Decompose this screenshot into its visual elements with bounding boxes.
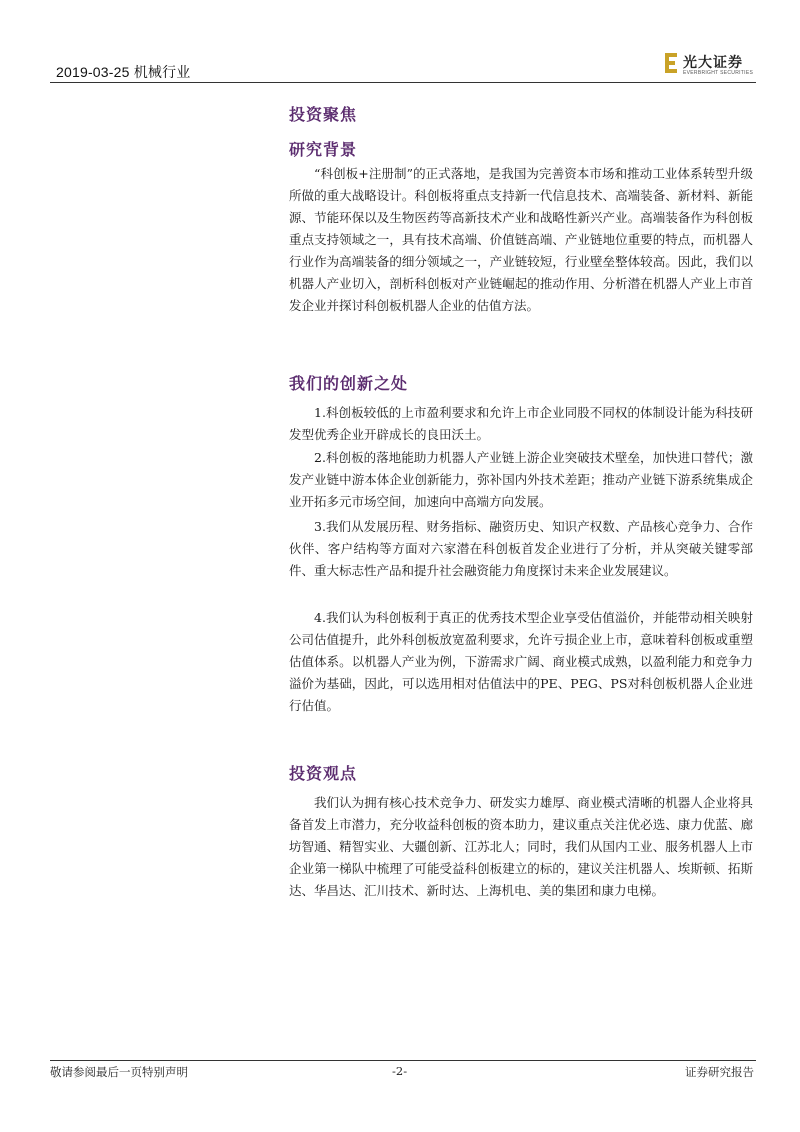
header-date-industry: 2019-03-25 机械行业 (56, 64, 191, 80)
paragraph-viewpoint: 我们认为拥有核心技术竞争力、研发实力雄厚、商业模式清晰的机器人企业将具备首发上市潜力，充分收益科创板的资本助力，建议重点关注优必选、康力优蓝、廊坊智通、精智实业、大疆创新、江苏北人；同时，我们从国内工业、服务机器人上市企业第一梯队中梳理了可能受益科创板建立的标的，建议关注机器人、埃斯顿、拓斯达、华昌达、汇川技术、新时达、上海机电、美的集团和康力电梯。 (289, 795, 753, 898)
innovation-point-2: 2.科创板的落地能助力机器人产业链上游企业突破技术壁垒，加快进口替代；激发产业链中游本体企业创新能力，弥补国内外技术差距；推动产业链下游系统集成企业开拓多元市场空间，加速向中高端方向发展。 (289, 450, 753, 509)
section-title-innovation: 我们的创新之处 (289, 374, 409, 393)
section-title-viewpoint: 投资观点 (289, 764, 358, 783)
section-title-focus: 投资聚焦 (289, 105, 358, 124)
page-number: -2- (392, 1064, 408, 1078)
everbright-logo-icon (663, 51, 679, 75)
footer-disclaimer: 敬请参阅最后一页特别声明 (50, 1065, 188, 1079)
company-logo (663, 50, 759, 80)
section-title-background: 研究背景 (289, 140, 358, 159)
innovation-point-4: 4.我们认为科创板利于真正的优秀技术型企业享受估值溢价，并能带动相关映射公司估值提升，此外科创板放宽盈利要求，允许亏损企业上市，意味着科创板或重塑估值体系。以机器人产业为例，下游需求广阔、商业模式成熟，以盈利能力和竞争力溢价为基础，因此，可以选用相对估值法中的PE、PEG、PS对科创板机器人企业进行估值。 (289, 610, 753, 713)
footer-divider (50, 1060, 756, 1061)
footer-report-type: 证券研究报告 (685, 1065, 754, 1079)
innovation-point-1: 1.科创板较低的上市盈利要求和允许上市企业同股不同权的体制设计能为科技研发型优秀企业开辟成长的良田沃土。 (289, 405, 753, 442)
logo-text-en: EVERBRIGHT SECURITIES (683, 70, 754, 76)
logo-text-cn: 光大证券 (683, 55, 743, 71)
header-divider (50, 82, 756, 83)
paragraph-background: “科创板+注册制”的正式落地，是我国为完善资本市场和推动工业体系转型升级所做的重大战略设计。科创板将重点支持新一代信息技术、高端装备、新材料、新能源、节能环保以及生物医药等高新技术产业和战略性新兴产业。高端装备作为科创板重点支持领域之一，具有技术高端、价值链高端、产业链地位重要的特点，而机器人行业作为高端装备的细分领域之一，产业链较短，行业壁垒整体较高。因此，我们以机器人产业切入，剖析科创板对产业链崛起的推动作用、分析潜在机器人产业上市首发企业并探讨科创板机器人企业的估值方法。 (289, 166, 753, 313)
innovation-point-3: 3.我们从发展历程、财务指标、融资历史、知识产权数、产品核心竞争力、合作伙伴、客户结构等方面对六家潜在科创板首发企业进行了分析，并从突破关键零部件、重大标志性产品和提升社会融资能力角度探讨未来企业发展建议。 (289, 519, 753, 578)
